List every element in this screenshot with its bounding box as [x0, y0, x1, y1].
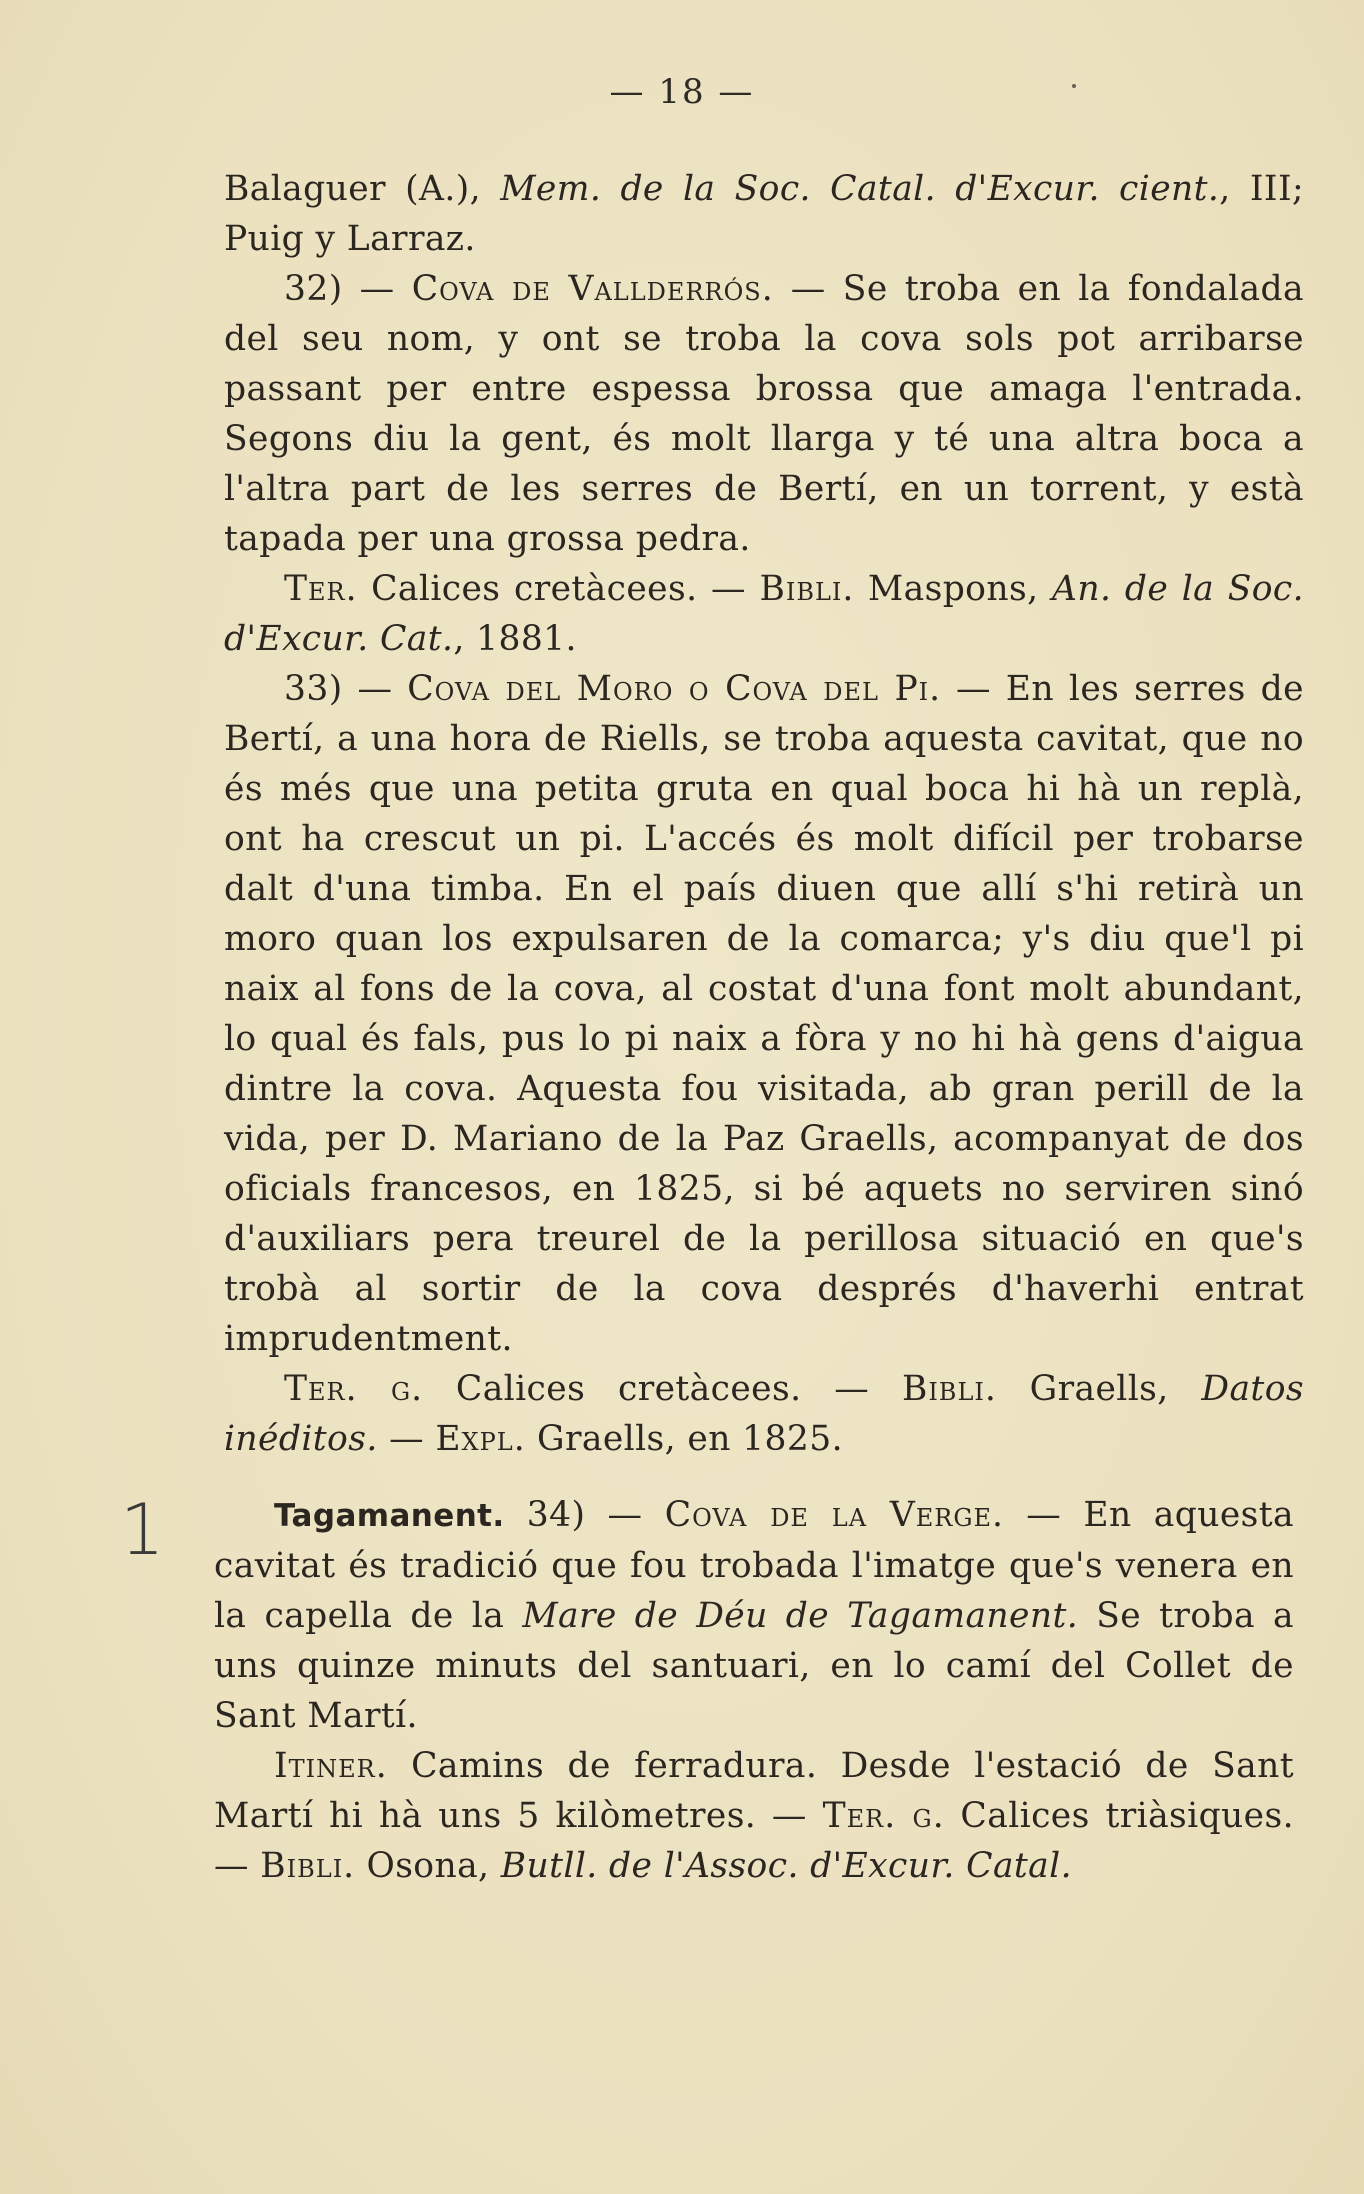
- entry-number: 33) —: [284, 669, 408, 709]
- entry-33: [224, 664, 1304, 1364]
- bibli-text: Maspons,: [854, 569, 1053, 609]
- bibli-label: Bibli.: [759, 569, 855, 609]
- bibli-reference: An. de la Soc. d'Excur. Cat.: [224, 569, 1304, 659]
- entries-section-tagamanent: [214, 1490, 1294, 1891]
- entry-34: [214, 1490, 1294, 1741]
- bibliography-continuation: [224, 164, 1304, 264]
- journal-title: Mem. de la Soc. Catal. d'Excur. cient.: [500, 169, 1220, 209]
- ter-text: Calices triàsiques. —: [214, 1796, 1294, 1886]
- margin-pencil-mark: 1: [120, 1489, 165, 1571]
- entry-32-notes: [224, 564, 1304, 664]
- expl-text: Graells, en 1825.: [525, 1419, 843, 1459]
- expl-label: Expl.: [435, 1419, 526, 1459]
- bibli-label: Bibli.: [260, 1846, 356, 1886]
- author-text: Balaguer (A.),: [224, 169, 501, 209]
- entry-text: — En les serres de Bertí, a una hora de Riells, se troba aquesta cavitat, que no és més que una petita gruta en qual boca hi hà un replà, ont ha crescut un pi. L'accés és molt difícil per trobarse dalt d'una timba. En el país diuen que allí s'hi retirà un moro quan los expulsaren de la comarca; y's diu que'l pi naix al fons de la cova, al costat d'una font molt abundant, lo qual és fals, pus lo pi naix a fòra y no hi hà gens d'aigua dintre la cova. Aquesta fou visitada, ab gran perill de la vida, per D. Mariano de la Paz Graells, acompanyat de dos oficials francesos, en 1825, si bé aquets no serviren sinó d'auxiliars pera treurel de la perillosa situació en que's trobà al sortir de la cova després d'haverhi entrat imprudentment.: [224, 669, 1304, 1359]
- sanctuary-name: Mare de Déu de Tagamanent.: [522, 1596, 1079, 1636]
- cave-name: Cova del Moro o Cova del Pi.: [407, 669, 942, 709]
- separator: —: [377, 1419, 436, 1459]
- bibli-text: Osona,: [355, 1846, 501, 1886]
- cave-name: Cova de Vallderrós.: [411, 269, 774, 309]
- ter-text: Calices cretàcees. —: [357, 569, 760, 609]
- cave-name: Cova de la Verge.: [664, 1495, 1005, 1535]
- bibli-year: , 1881.: [453, 619, 577, 659]
- bibli-reference: Butll. de l'Assoc. d'Excur. Catal.: [500, 1846, 1072, 1886]
- entry-text: — Se troba en la fondalada del seu nom, y ont se troba la cova sols pot arribarse passant per entre espessa brossa que amaga l'entrada. Segons diu la gent, és molt llarga y té una altra boca a l'altra part de les serres de Bertí, en un torrent, y està tapada per una grossa pedra.: [224, 269, 1304, 559]
- itiner-text: Camins de ferradura. Desde l'estació de Sant Martí hi hà uns 5 kilòmetres. —: [214, 1746, 1294, 1836]
- entry-text-end: Se troba a uns quinze minuts del santuari, en lo camí del Collet de Sant Martí.: [214, 1596, 1295, 1736]
- bibli-reference: Datos inéditos.: [224, 1369, 1304, 1459]
- ter-text: Calices cretàcees. —: [423, 1369, 902, 1409]
- entry-33-notes: [224, 1364, 1304, 1464]
- entry-text: — En aquesta cavitat és tradició que fou trobada l'imatge que's venera en la capella de la: [214, 1495, 1295, 1636]
- page-number: — 18 —: [609, 72, 755, 112]
- ter-label: Ter. g.: [822, 1796, 945, 1836]
- entry-34-notes: [214, 1741, 1294, 1891]
- itiner-label: Itiner.: [274, 1746, 388, 1786]
- ter-label: Ter.: [284, 569, 358, 609]
- entry-number: 34) —: [504, 1495, 665, 1535]
- reference-tail: , III; Puig y Larraz.: [224, 169, 1304, 259]
- entry-32: [224, 264, 1304, 564]
- entry-number: 32) —: [284, 269, 412, 309]
- bibli-text: Graells,: [996, 1369, 1202, 1409]
- entries-section-berti: [224, 164, 1304, 1464]
- ink-speck: [1072, 84, 1076, 88]
- ter-label: Ter. g.: [284, 1369, 424, 1409]
- place-heading: Tagamanent.: [274, 1498, 505, 1534]
- bibli-label: Bibli.: [901, 1369, 997, 1409]
